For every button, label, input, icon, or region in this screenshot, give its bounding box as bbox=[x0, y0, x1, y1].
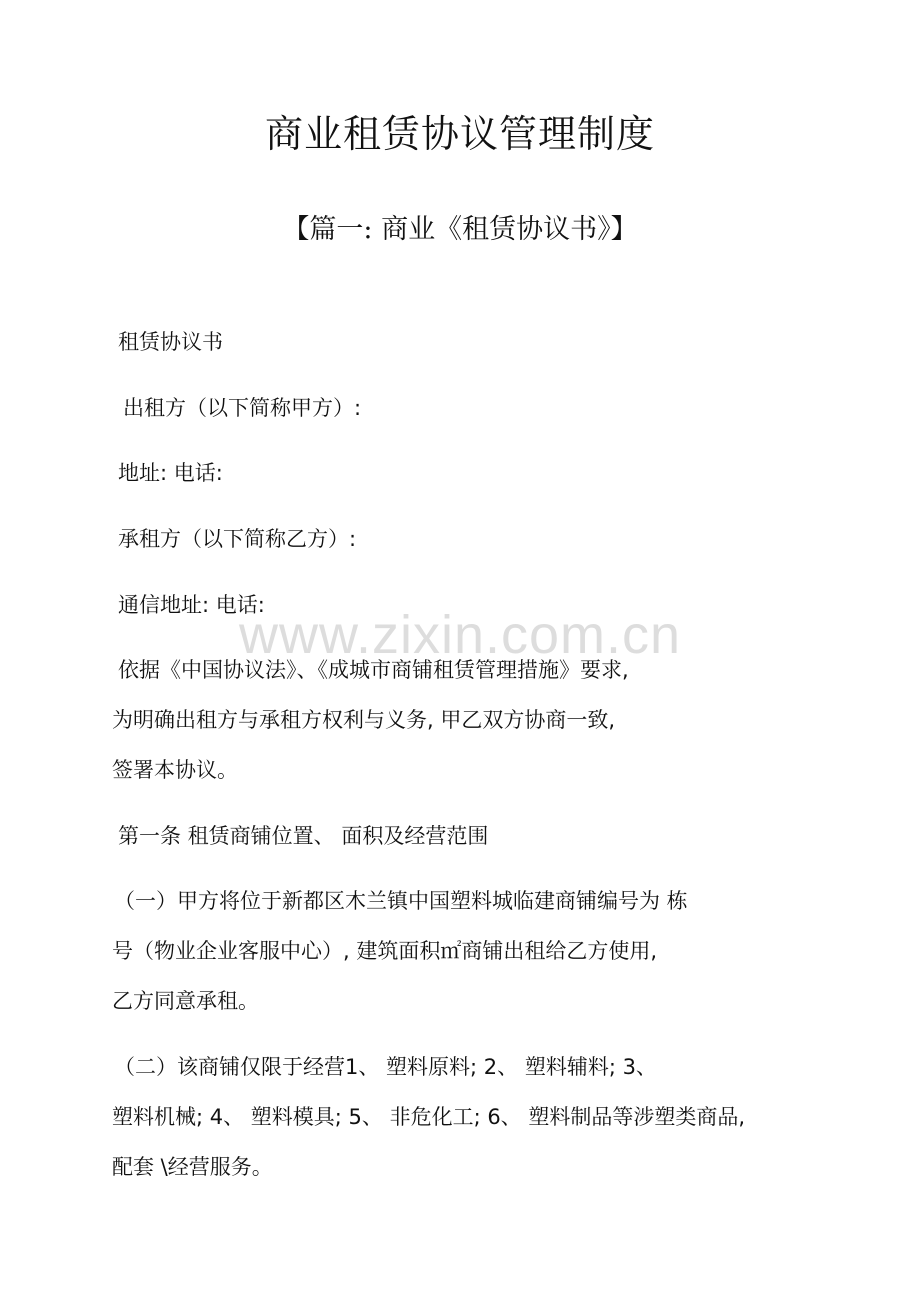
clause-2-line-3: 配套 \经营服务。 bbox=[112, 1155, 273, 1179]
intro-line-1: 依据《中国协议法》、《成城市商铺租赁管理措施》要求, bbox=[118, 658, 629, 682]
intro-line-2: 为明确出租方与承租方权利与义务, 甲乙双方协商一致, bbox=[112, 708, 616, 732]
lessor-contact-line: 地址: 电话: bbox=[118, 461, 223, 485]
lessee-contact-line: 通信地址: 电话: bbox=[118, 593, 265, 617]
intro-line-3: 签署本协议。 bbox=[112, 758, 238, 782]
watermark-text: www.zixin.com.cn bbox=[238, 605, 682, 665]
clause-2-line-2: 塑料机械; 4、 塑料模具; 5、 非危化工; 6、 塑料制品等涉塑类商品, bbox=[112, 1105, 746, 1129]
document-title: 商业租赁协议管理制度 bbox=[264, 112, 655, 156]
lessor-line: 出租方（以下简称甲方）: bbox=[123, 396, 362, 420]
document-subtitle: 【篇一: 商业《租赁协议书》】 bbox=[282, 214, 638, 245]
lessee-line: 承租方（以下简称乙方）: bbox=[118, 527, 357, 551]
clause-2-line-1: （二）该商铺仅限于经营1、 塑料原料; 2、 塑料辅料; 3、 bbox=[114, 1055, 657, 1079]
clause-1-line-2: 号（物业企业客服中心）, 建筑面积㎡商铺出租给乙方使用, bbox=[112, 939, 658, 963]
article-1-heading: 第一条 租赁商铺位置、 面积及经营范围 bbox=[118, 824, 489, 848]
clause-1-line-1: （一）甲方将位于新都区木兰镇中国塑料城临建商铺编号为 栋 bbox=[114, 889, 688, 913]
agreement-heading: 租赁协议书 bbox=[118, 330, 223, 354]
clause-1-line-3: 乙方同意承租。 bbox=[112, 989, 259, 1013]
